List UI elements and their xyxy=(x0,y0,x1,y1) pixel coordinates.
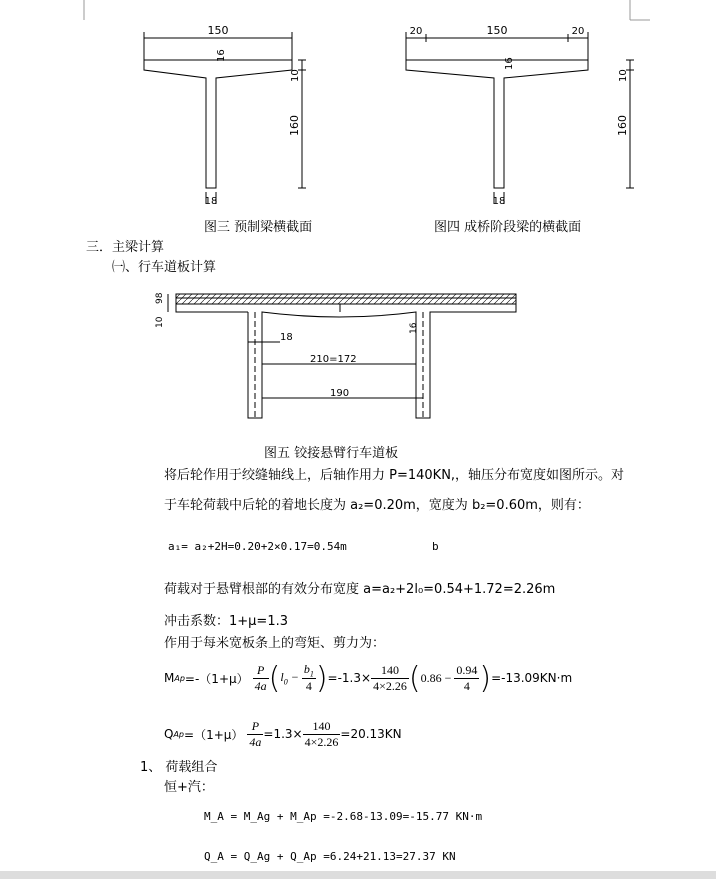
combo-qa: Q_A = Q_Ag + Q_Ap =6.24+21.13=27.37 KN xyxy=(204,850,456,863)
figure4-drawing xyxy=(398,20,648,215)
map-mid: =-（1+μ） xyxy=(184,671,249,686)
fig4-dim-bottom: 18 xyxy=(492,196,506,207)
figure5-caption: 图五 铰接悬臂行车道板 xyxy=(264,446,399,461)
fig4-dim-left: 20 xyxy=(409,26,423,37)
map-sub: Ap xyxy=(174,673,185,683)
fig4-dim-top: 150 xyxy=(486,24,508,37)
fig5-dim-10: 10 xyxy=(155,316,165,328)
combo-sub: 恒+汽： xyxy=(164,780,214,795)
eq-a1: a₁= a₂+2H=0.20+2×0.17=0.54m xyxy=(168,540,347,553)
fig5-dim-210: 210=172 xyxy=(310,354,357,365)
eq-map: M Ap =-（1+μ） $\frac{P}{4a}$ ( $l_0$ − $\frac{b_1}{4}$ ) =-1.3× $\frac{140}{4\times 2.26}$ ( 0.86 − $\frac{0.94}{4}$ ) =-13.09KN·m xyxy=(164,660,573,696)
map-frac-b1: $\frac{b_1}{4}$ xyxy=(303,661,314,694)
figure5-drawing xyxy=(150,282,520,422)
fig3-dim-top: 150 xyxy=(207,24,229,37)
fig4-dim-web: 16 xyxy=(504,57,515,70)
map-result: =-13.09KN·m xyxy=(491,671,573,685)
fig5-dim-18: 18 xyxy=(280,332,293,343)
map-frac-140: $\frac{140}{4\times 2.26}$ xyxy=(373,662,407,693)
fig4-dim-flange: 10 xyxy=(618,69,629,82)
figure3-caption: 图三 预制梁横截面 xyxy=(204,220,313,235)
fig3-dim-flange: 10 xyxy=(290,69,301,82)
section-heading: 三．主梁计算 xyxy=(86,240,165,255)
combo-ma: M_A = M_Ag + M_Ap =-2.68-13.09=-15.77 KN·m xyxy=(204,810,483,823)
fig4-dim-right: 20 xyxy=(571,26,585,37)
eq-a: 荷载对于悬臂根部的有效分布宽度 a=a₂+2l₀=0.54+1.72=2.26m xyxy=(164,582,556,597)
eq-impact: 冲击系数：1+μ=1.3 xyxy=(164,614,289,629)
eq-qap: Q Ap =（1+μ） $\frac{P}{4a}$ =1.3× $\frac{140}{4\times 2.26}$ =20.13KN xyxy=(164,718,402,749)
fig3-dim-web: 16 xyxy=(216,49,227,62)
map-frac-p: $\frac{P}{4a}$ xyxy=(254,662,267,693)
paragraph-line1: 将后轮作用于绞缝轴线上，后轴作用力 P=140KN,，轴压分布宽度如图所示。对 xyxy=(164,468,625,483)
figure3-drawing xyxy=(130,20,310,215)
fig5-dim-16: 16 xyxy=(409,322,419,334)
fig3-dim-height: 160 xyxy=(288,115,301,136)
section-subheading: ㈠、行车道板计算 xyxy=(112,260,217,275)
eq-b1: b xyxy=(432,540,439,553)
fig5-dim-98: 98 xyxy=(155,292,165,304)
fig4-dim-height: 160 xyxy=(616,115,629,136)
paragraph-line2: 于车轮荷载中后轮的着地长度为 a₂=0.20m，宽度为 b₂=0.60m，则有： xyxy=(164,498,590,513)
fig5-dim-190: 190 xyxy=(330,388,350,399)
map-lhs: M xyxy=(164,671,175,685)
fig3-dim-bottom: 18 xyxy=(204,196,218,207)
eq-intro: 作用于每米宽板条上的弯矩、剪力为： xyxy=(164,636,386,651)
figure4-caption: 图四 成桥阶段梁的横截面 xyxy=(434,220,582,235)
combo-heading: 1、 荷载组合 xyxy=(140,760,218,775)
